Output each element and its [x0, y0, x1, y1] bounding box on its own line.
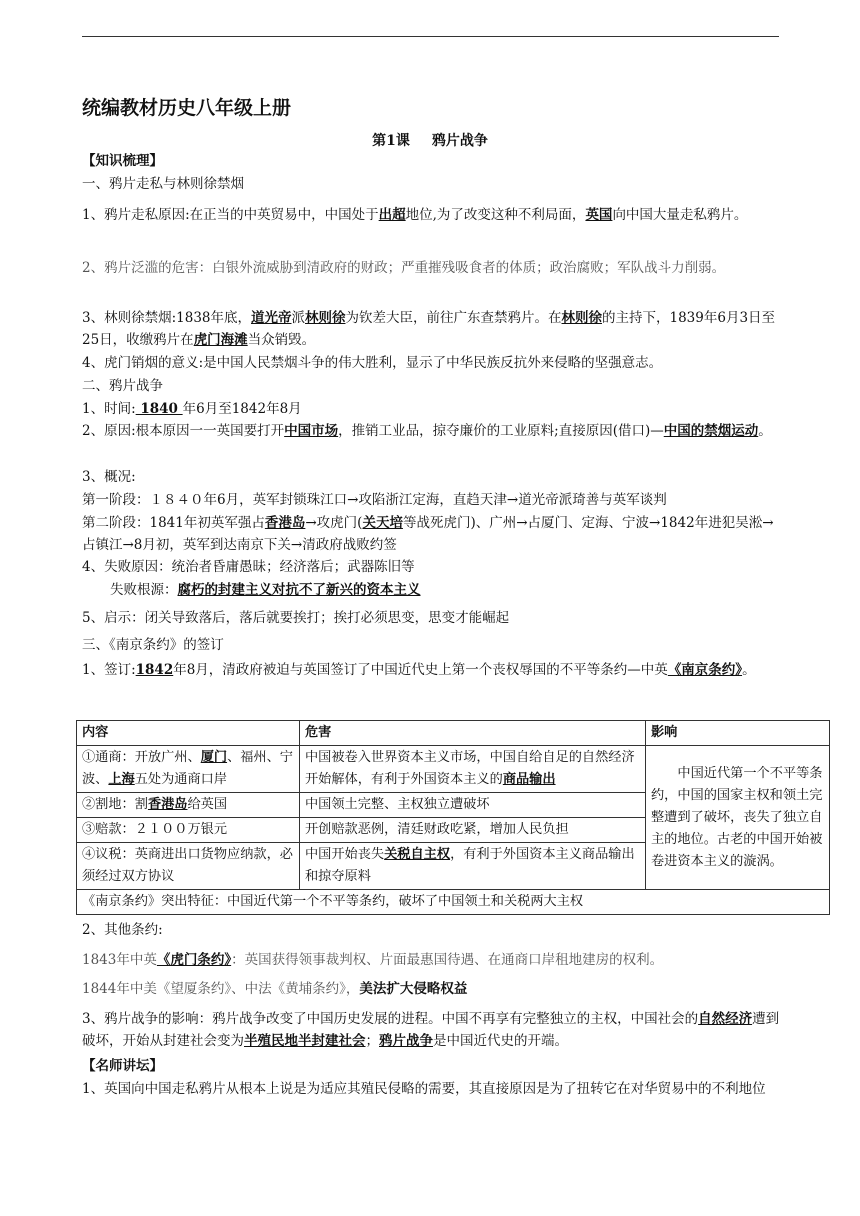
keyword: 香港岛 [147, 797, 188, 812]
para-2-4: 4、失败原因：统治者昏庸愚昧；经济落后；武器陈旧等 [82, 559, 415, 575]
para-3-2: 2、其他条约: [82, 922, 163, 938]
keyword: 鸦片战争 [379, 1033, 433, 1049]
keyword: 《南京条约》 [667, 662, 743, 678]
table-cell: ②割地：割香港岛给英国 [77, 793, 300, 818]
para-1-1: 1、鸦片走私原因:在正当的中英贸易中，中国处于出超地位,为了改变这种不利局面，英国向中国大量走私鸦片。 [82, 207, 748, 223]
table-summary: 《南京条约》突出特征：中国近代第一个不平等条约，破坏了中国领土和关税两大主权 [77, 890, 830, 915]
para-2-2: 2、原因:根本原因一一英国要打开中国市场，推销工业品，掠夺廉价的工业原料;直接原因(借口)—中国的禁烟运动。 [82, 423, 772, 439]
table-row [77, 890, 830, 915]
table-header-row [77, 721, 830, 746]
para-3-3: 3、鸦片战争的影响：鸦片战争改变了中国历史发展的进程。中国不再享有完整独立的主权，中国社会的自然经济遭到破坏，开始从封建社会变为半殖民地半封建社会；鸦片战争是中国近代史的开端。 [82, 1011, 780, 1049]
keyword: 《虎门条约》 [156, 952, 232, 968]
table-cell: 中国领土完整、主权独立遭破坏 [300, 793, 646, 818]
table-cell: ③赔款：２１００万银元 [77, 818, 300, 843]
treaty-table [76, 720, 830, 915]
table-cell: ④议税：英商进出口货物应纳款，必须经过双方协议 [77, 843, 300, 890]
keyword: 虎门海滩 [193, 332, 248, 348]
keyword: 自然经济 [698, 1011, 753, 1027]
keyword: 关税自主权 [384, 847, 451, 862]
book-title: 统编教材历史八年级上册 [82, 97, 292, 119]
lesson-name: 鸦片战争 [431, 133, 488, 149]
para-1-2: 2、鸦片泛滥的危害：白银外流威胁到清政府的财政；严重摧残吸食者的体质；政治腐败；军队战斗力削弱。 [82, 260, 726, 276]
keyword: 道光帝 [251, 310, 292, 326]
lesson-number: 第1课 [372, 133, 410, 149]
para-2-4b: 失败根源：腐朽的封建主义对抗不了新兴的资本主义 [110, 582, 421, 598]
keyword: 腐朽的封建主义对抗不了新兴的资本主义 [177, 582, 421, 598]
table-header: 内容 [77, 721, 300, 746]
table-header: 影响 [646, 721, 830, 746]
para-3-1: 1、签订:1842年8月，清政府被迫与英国签订了中国近代史上第一个丧权辱国的不平等条约—中英《南京条约》。 [82, 662, 756, 678]
keyword: 香港岛 [264, 515, 306, 531]
keyword: 美法扩大侵略权益 [359, 981, 468, 997]
part2-title: 二、鸦片战争 [82, 378, 163, 394]
table-header: 危害 [300, 721, 646, 746]
header-rule [82, 36, 779, 37]
impact-cell: 中国近代第一个不平等条约，中国的国家主权和领土完整遭到了破坏，丧失了独立自主的地位。古老的中国开始被卷进资本主义的漩涡。 [646, 746, 830, 890]
para-3-2a: 1843年中英《虎门条约》：英国获得领事裁判权、片面最惠国待遇、在通商口岸租地建房的权利。 [82, 952, 664, 968]
para-1-4: 4、虎门销烟的意义:是中国人民禁烟斗争的伟大胜利，显示了中华民族反抗外来侵略的坚强意志。 [82, 355, 663, 371]
keyword: 厦门 [200, 750, 228, 765]
para-3-2b: 1844年中美《望厦条约》、中法《黄埔条约》，美法扩大侵略权益 [82, 981, 468, 997]
teacher-heading: 【名师讲坛】 [82, 1058, 163, 1074]
keyword: 出超 [378, 207, 406, 223]
table-cell: ①通商：开放广州、厦门、福州、宁波、上海五处为通商口岸 [77, 746, 300, 793]
keyword: 半殖民地半封建社会 [244, 1033, 366, 1049]
keyword: 关天培 [362, 515, 403, 531]
table-row [77, 746, 830, 793]
keyword: 中国的禁烟运动 [663, 423, 759, 439]
keyword: 1842 [135, 662, 174, 678]
keyword: 上海 [108, 772, 135, 787]
para-2-1: 1、时间: 1840 年6月至1842年8月 [82, 401, 302, 417]
lesson-title [0, 130, 860, 150]
part1-title: 一、鸦片走私与林则徐禁烟 [82, 176, 244, 192]
teacher-para-1: 1、英国向中国走私鸦片从根本上说是为适应其殖民侵略的需要，其直接原因是为了扭转它在对华贸易中的不利地位 [82, 1081, 766, 1097]
table-cell: 中国开始丧失关税自主权，有利于外国资本主义商品输出和掠夺原料 [300, 843, 646, 890]
para-2-3: 3、概况: [82, 469, 136, 485]
keyword: 林则徐 [561, 310, 602, 326]
table-cell: 中国被卷入世界资本主义市场，中国自给自足的自然经济开始解体，有利于外国资本主义的商品输出 [300, 746, 646, 793]
knowledge-heading: 【知识梳理】 [82, 153, 163, 169]
table-cell: 开创赔款恶例，清廷财政吃紧，增加人民负担 [300, 818, 646, 843]
keyword: 英国 [585, 207, 613, 223]
keyword: 1840 [135, 401, 183, 417]
para-2-5: 5、启示：闭关导致落后，落后就要挨打；挨打必须思变，思变才能崛起 [82, 610, 510, 626]
para-2-3a: 第一阶段：１８４０年6月，英军封锁珠江口→攻陷浙江定海，直趋天津→道光帝派琦善与英军谈判 [82, 492, 667, 508]
part3-title: 三、《南京条约》的签订 [82, 637, 224, 653]
keyword: 中国市场 [284, 423, 339, 439]
para-2-3b: 第二阶段：1841年初英军强占香港岛→攻虎门(关天培等战死虎门)、广州→占厦门、定海、宁波→1842年进犯吴淞→占镇江→8月初，英军到达南京下关→清政府战败约签 [82, 515, 774, 553]
para-1-3: 3、林则徐禁烟:1838年底，道光帝派林则徐为钦差大臣，前往广东查禁鸦片。在林则徐的主持下，1839年6月3日至25日，收缴鸦片在虎门海滩当众销毁。 [82, 310, 776, 348]
keyword: 林则徐 [305, 310, 346, 326]
keyword: 商品输出 [502, 772, 556, 787]
